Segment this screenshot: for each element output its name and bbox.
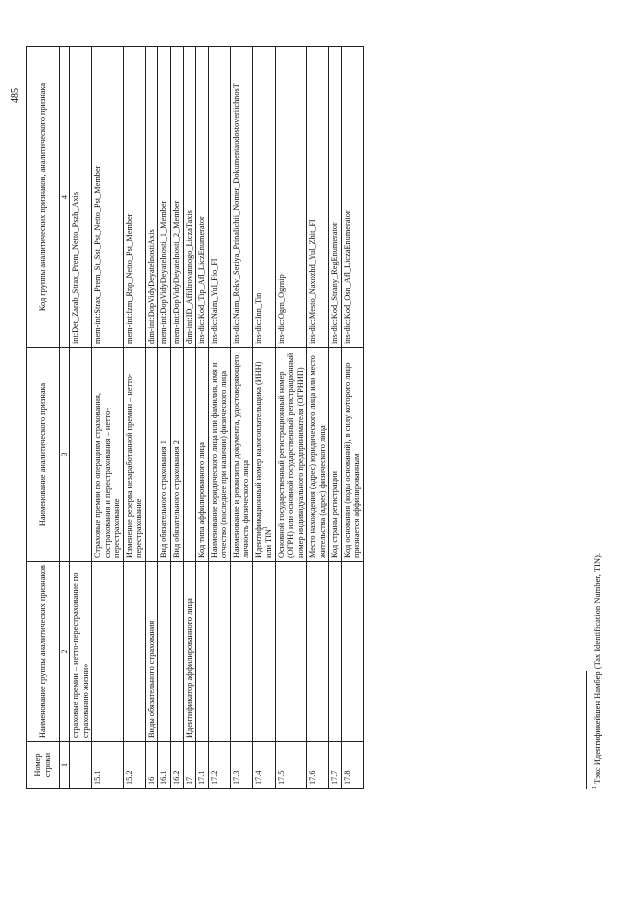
attribute-code: dim-int:ID_Affilirovannogo_LiczaTaxis	[183, 47, 196, 348]
row-number: 17.7	[329, 742, 342, 789]
row-number: 16	[145, 742, 158, 789]
table-row	[170, 47, 183, 789]
attribute-name	[145, 348, 158, 562]
table-row	[123, 47, 145, 789]
attribute-name: Код типа аффилированного лица	[196, 348, 209, 562]
attribute-code: ins-dic:Kod_Osn_Afl_LiczaEnumerator	[341, 47, 363, 348]
table-row	[329, 47, 342, 789]
group-name	[307, 562, 329, 742]
row-number: 17.2	[208, 742, 230, 789]
table-row	[70, 47, 92, 789]
attribute-name	[252, 348, 275, 562]
column-number: 2	[60, 562, 70, 742]
column-number: 1	[60, 742, 70, 789]
attribute-code: ins-dic:Mesto_Naxozhd_Yul_Zhit_Fl	[307, 47, 329, 348]
attribute-name: Вид обязательного страхования 1	[158, 348, 171, 562]
attribute-code: ins-dic:Naim_Yul_Fio_Fl	[208, 47, 230, 348]
group-name	[170, 562, 183, 742]
group-name	[252, 562, 275, 742]
attribute-name: Код основания (коды оснований), в силу которого лицо признается аффилированным	[341, 348, 363, 562]
header-attribute-name: Наименование аналитического признака	[27, 348, 60, 562]
row-number	[70, 742, 92, 789]
row-number: 17.1	[196, 742, 209, 789]
row-number: 15.2	[123, 742, 145, 789]
attribute-code: mem-int:DopVidyDeyatelnosti_2_Member	[170, 47, 183, 348]
attribute-code: ins-dic:Naim_Rekv_Seriya_Prinalichii_Nomer_DokumentaudostoveriichnosT	[230, 47, 252, 348]
column-number: 3	[60, 348, 70, 562]
footnote	[592, 553, 602, 789]
group-name: Идентификатор аффилированного лица	[183, 562, 196, 742]
attribute-code: ins-dic:Kod_Tip_Afl_LiczEnumerator	[196, 47, 209, 348]
footnote-text: Тэкс Идентификейшен Намбер (Tax Identification Number, TIN).	[592, 553, 602, 784]
table-row	[145, 47, 158, 789]
table-row	[341, 47, 363, 789]
attribute-name: Основной государственный регистрационный номер (ОГРН) или основной государственный регистрационный номер индивидуального предпринимателя (ОГРНИП)	[275, 348, 307, 562]
column-number: 4	[60, 47, 70, 348]
attribute-name: Наименование и реквизиты документа, удостоверяющего личность физического лица	[230, 348, 252, 562]
footnote-reference: 1	[263, 526, 270, 530]
footnote-divider	[586, 671, 587, 789]
table-row	[208, 47, 230, 789]
attribute-code: dim-int:DopVidyDeyatelnostiAxis	[145, 47, 158, 348]
attribute-name	[183, 348, 196, 562]
attribute-code: mem-int:DopVidyDeyatelnosti_1_Member	[158, 47, 171, 348]
footnote-mark: 1	[592, 786, 599, 789]
attributes-table	[26, 46, 364, 789]
header-row-number: Номер строки	[27, 742, 60, 789]
table-row	[92, 47, 124, 789]
group-name	[329, 562, 342, 742]
group-name	[158, 562, 171, 742]
group-name	[196, 562, 209, 742]
attribute-code: mem-int:Izm_Rnp_Netto_Pst_Member	[123, 47, 145, 348]
group-name	[123, 562, 145, 742]
table-header-row	[27, 47, 60, 789]
attribute-name: Наименование юридического лица или фамилия, имя и отчество (последнее при наличии) физического лица	[208, 348, 230, 562]
attribute-code: ins-dic:Inn_Tin	[252, 47, 275, 348]
attribute-code: ins-dic:Kod_Strany_RegEnumerator	[329, 47, 342, 348]
attribute-name: Страховые премии по операциям страхования, сострахования и перестрахования – нетто-перестрахование	[92, 348, 124, 562]
table-row	[196, 47, 209, 789]
group-name	[230, 562, 252, 742]
table-row	[183, 47, 196, 789]
header-group-name: Наименование группы аналитических признаков	[27, 562, 60, 742]
attribute-name: Вид обязательного страхования 2	[170, 348, 183, 562]
group-name	[275, 562, 307, 742]
table-row	[307, 47, 329, 789]
row-number: 17	[183, 742, 196, 789]
group-name	[92, 562, 124, 742]
group-name: страховые премии – нетто-перестрахование по страхованию жизни»	[70, 562, 92, 742]
row-number: 15.1	[92, 742, 124, 789]
row-number: 17.3	[230, 742, 252, 789]
row-number: 17.4	[252, 742, 275, 789]
page-number: 485	[10, 88, 21, 103]
attribute-name-text: Идентификационный номер налогоплательщика (ИНН) или TIN	[253, 361, 273, 558]
attribute-name: Код страны регистрации	[329, 348, 342, 562]
column-number-row	[60, 47, 70, 789]
group-name: Виды обязательного страхования	[145, 562, 158, 742]
table-row	[158, 47, 171, 789]
group-name	[208, 562, 230, 742]
table-row	[230, 47, 252, 789]
attribute-name	[70, 348, 92, 562]
attribute-code: int:Det_Zarab_Strax_Prem_Netto_Pszh_Axis	[70, 47, 92, 348]
attribute-name: Место нахождения (адрес) юридического лица или место жительства (адрес) физического лица	[307, 348, 329, 562]
row-number: 16.1	[158, 742, 171, 789]
table-row	[275, 47, 307, 789]
row-number: 16.2	[170, 742, 183, 789]
row-number: 17.6	[307, 742, 329, 789]
group-name	[341, 562, 363, 742]
table-row	[252, 47, 275, 789]
row-number: 17.8	[341, 742, 363, 789]
row-number: 17.5	[275, 742, 307, 789]
attribute-code: mem-int:Strax_Prem_St_Sst_Pst_Netto_Pst_Member	[92, 47, 124, 348]
attribute-name: Изменение резерва незаработанной премии – нетто-перестрахование	[123, 348, 145, 562]
attribute-code: ins-dic:Ogrn_Ogrnip	[275, 47, 307, 348]
header-code: Код группы аналитических признаков, аналитического признака	[27, 47, 60, 348]
